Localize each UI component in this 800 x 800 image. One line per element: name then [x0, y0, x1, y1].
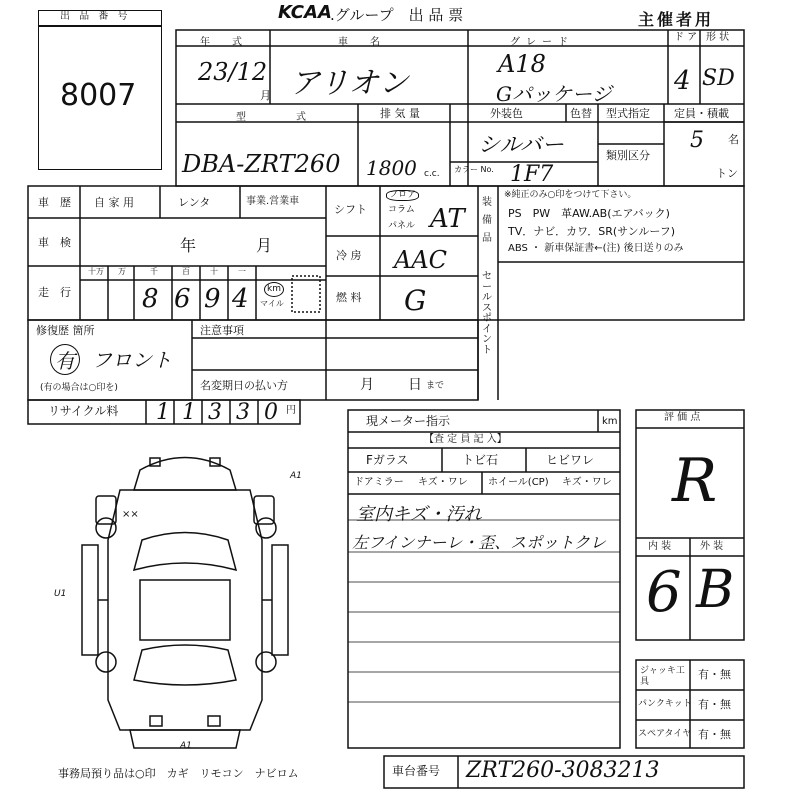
door-mirror-options: キズ・ワレ	[418, 477, 468, 488]
exterior-label: 外 装	[700, 541, 724, 552]
year-value: 23/12	[198, 58, 268, 86]
shift-value: AT	[430, 204, 465, 234]
form-title: .グループ 出 品 票	[330, 6, 464, 24]
grade-label: グレード	[510, 37, 574, 48]
lot-number-label: 出 品 番 号	[60, 11, 131, 22]
door-mirror-label: ドアミラー	[354, 477, 404, 488]
ac-label: 冷 房	[336, 249, 362, 262]
equipment-line-2: TV．ナビ．カワ．SR(サンルーフ)	[508, 225, 676, 238]
meter-label: 現メーター指示	[366, 414, 451, 428]
color-value: シルバー	[478, 133, 564, 158]
inspection-year: 年	[180, 236, 197, 255]
displacement-value: 1800	[366, 156, 417, 180]
sales-point-label: セールスポイント	[482, 271, 492, 356]
inspector-heading: 【査 定 員 記 入】	[424, 434, 507, 445]
mileage-digit-10k: 8	[142, 284, 159, 314]
host-label: 主催者用	[638, 10, 715, 29]
digit-label-100: 百	[182, 267, 190, 276]
wheel-label: ホイール(CP)	[488, 477, 549, 488]
displacement-unit: c.c.	[424, 169, 440, 179]
wheel-options: キズ・ワレ	[562, 477, 612, 488]
doors-label: ド ア	[674, 32, 698, 43]
rental-label: レンタ	[178, 196, 211, 209]
glass-label: Fガラス	[366, 453, 409, 467]
year-unit: 月	[260, 89, 271, 102]
meter-unit: km	[602, 416, 618, 427]
repair-mark: 有	[50, 344, 80, 375]
deadline-suffix: まで	[426, 381, 445, 391]
inspection-month: 月	[256, 236, 273, 255]
recycle-digit-1: 1	[156, 400, 170, 425]
model-value: DBA-ZRT260	[182, 150, 341, 178]
color-no-label: カラー No.	[454, 165, 494, 174]
deadline-label: 名変期日の払い方	[200, 379, 288, 392]
capacity-value: 5	[690, 128, 704, 153]
shift-label: シフト	[334, 203, 367, 216]
digit-label-1: 一	[238, 267, 246, 276]
recycle-digit-4: 3	[236, 400, 250, 425]
diagram-mark-u1: U1	[54, 589, 67, 599]
business-label: 事業.営業車	[246, 196, 300, 207]
doors-value: 4	[674, 66, 691, 96]
type-designation-label: 型式指定	[606, 107, 650, 120]
name-label: 車 名	[338, 37, 386, 48]
office-note: 事務局預り品は○印 カギ リモコン ナビロム	[58, 767, 299, 780]
diagram-mark-a1-bottom: A1	[180, 741, 192, 751]
repair-text: フロント	[92, 348, 172, 372]
interior-label: 内 装	[648, 541, 672, 552]
diagram-mark-a1-top: A1	[290, 471, 302, 481]
equipment-line-1: PS PW 革AW.AB(エアバック)	[508, 207, 670, 220]
mileage-digit-10: 4	[232, 284, 249, 314]
jack-label: ジャッキ工具	[640, 666, 685, 687]
deadline-day: 日	[408, 377, 422, 393]
displacement-label: 排 気 量	[380, 107, 420, 120]
load-unit: トン	[716, 167, 738, 180]
mileage-label: 走 行	[38, 286, 71, 299]
equipment-line-3: ABS ・ 新車保証書←(注) 後日送りのみ	[508, 243, 684, 254]
chassis-label: 車台番号	[392, 764, 441, 778]
shape-value: SD	[702, 66, 735, 91]
recycle-digit-3: 3	[208, 400, 222, 425]
digit-label-10k: 万	[118, 267, 126, 276]
hibi-label: ヒビワレ	[546, 453, 595, 467]
recycle-digit-5: 0	[264, 400, 278, 425]
caution-label: 注意事項	[200, 324, 244, 337]
equipment-note: ※純正のみ○印をつけて下さい。	[504, 190, 637, 200]
fuel-label: 燃 料	[336, 291, 362, 304]
spare-label: スペアタイヤ	[638, 729, 692, 739]
score-label: 評 価 点	[664, 412, 701, 423]
diagram-mark-xx: ××	[122, 509, 139, 520]
chassis-value: ZRT260-3083213	[466, 758, 660, 783]
color-change-label: 色替	[570, 107, 592, 120]
color-no-value: 1F7	[510, 162, 554, 187]
digit-label-1k: 千	[150, 267, 158, 276]
inspector-note-1: 室内キズ・汚れ	[356, 504, 482, 525]
puncture-options: 有・無	[698, 698, 731, 711]
fuel-value: G	[404, 284, 427, 317]
shape-label: 形 状	[706, 32, 730, 43]
name-value: アリオン	[290, 66, 409, 101]
mile-label: マイル	[260, 299, 284, 308]
tobi-label: トビ石	[462, 453, 499, 467]
ac-value: AAC	[394, 246, 448, 274]
km-label: km	[264, 282, 284, 297]
lot-number: 8007	[60, 78, 137, 113]
inspection-label: 車 検	[38, 236, 71, 249]
interior-value: 6	[646, 560, 682, 625]
brand-logo: KCAA	[278, 2, 332, 23]
recycle-unit: 円	[286, 405, 296, 416]
model-label: 型 式	[236, 112, 326, 123]
puncture-label: パンクキット	[638, 699, 692, 709]
equipment-label: 装 備 品	[482, 197, 492, 244]
score-value: R	[672, 446, 718, 516]
digit-label-100k: 十万	[88, 267, 104, 276]
digit-label-10: 十	[210, 267, 218, 276]
color-label: 外装色	[490, 107, 523, 120]
recycle-digit-2: 1	[182, 400, 196, 425]
history-label: 車 歴	[38, 196, 71, 209]
shift-option-column: コラム	[388, 205, 415, 215]
private-label: 自 家 用	[94, 196, 134, 209]
deadline-month: 月	[360, 377, 374, 393]
shift-option-panel: パネル	[388, 221, 416, 231]
capacity-label: 定員・積載	[674, 107, 729, 120]
shift-option-floor: フロア	[386, 190, 419, 201]
mileage-digit-1k: 6	[174, 284, 191, 314]
repair-label: 修復歴 箇所	[36, 324, 95, 337]
capacity-unit: 名	[728, 133, 739, 146]
mileage-digit-100: 9	[204, 284, 221, 314]
inspector-note-2: 左フインナーレ・歪、スポットクレ	[352, 533, 606, 552]
recycle-label: リサイクル料	[48, 404, 119, 418]
year-label: 年 式	[200, 37, 248, 48]
spare-options: 有・無	[698, 728, 731, 741]
grade-value-1: A18	[498, 50, 546, 78]
jack-options: 有・無	[698, 668, 731, 681]
grade-value-2: Gパッケージ	[496, 82, 612, 106]
class-label: 類別区分	[606, 149, 650, 162]
repair-note: (有の場合は○印を)	[40, 383, 118, 393]
exterior-value: B	[696, 560, 735, 620]
